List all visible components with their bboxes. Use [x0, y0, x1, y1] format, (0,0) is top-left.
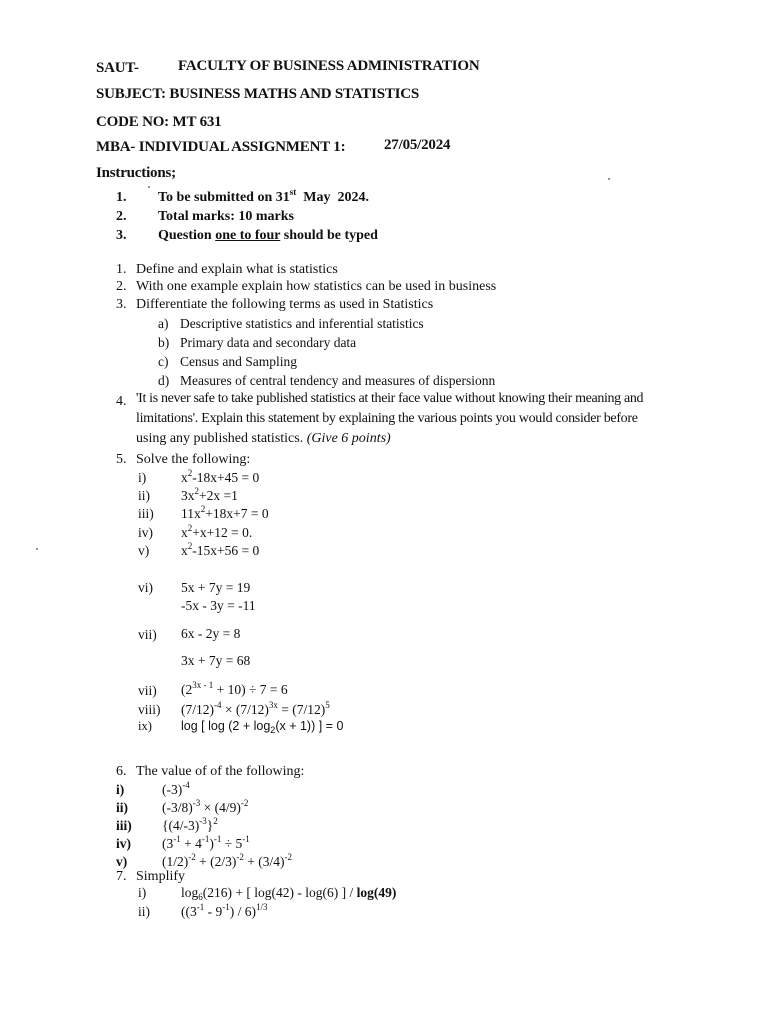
sub-question-label: a) [158, 316, 169, 331]
instruction-number: 3. [116, 228, 127, 243]
instruction-1: To be submitted on 31st May 2024. [158, 187, 369, 205]
expression-ii: $(-3/8)^{-3} \times (4/9)^{-2}$ [162, 798, 249, 815]
question-4-line-3: using any published statistics. (Give 6 points) [136, 431, 391, 446]
question-number: 4. [116, 394, 127, 409]
question-2: With one example explain how statistics can be used in business [136, 279, 497, 294]
instruction-number: 1. [116, 190, 127, 205]
expression-label: v) [116, 854, 128, 869]
scan-speck [148, 186, 150, 188]
equation-label: ii) [138, 488, 150, 503]
expression-i: $(-3)^{-4}$ [162, 780, 190, 797]
question-3: Differentiate the following terms as used in Statistics [136, 297, 434, 312]
equation-label: vii) [138, 683, 157, 698]
scan-speck [36, 548, 38, 550]
equation-label: ix) [138, 719, 152, 733]
equation-iv: $x^2+x+12 = 0$. [181, 523, 253, 540]
equation-ix: log [ $\log (2 + \log_2(x + 1))$ ] = 0 [181, 719, 344, 735]
question-number: 6. [116, 764, 127, 779]
faculty-title: FACULTY OF BUSINESS ADMINISTRATION [178, 58, 480, 74]
equation-i: $x^2-18x+45 = 0$ [181, 468, 260, 485]
equation-label: iii) [138, 506, 154, 521]
question-6: The value of of the following: [136, 764, 305, 779]
expression-label: i) [138, 885, 147, 900]
expression-iv: $(3^{-1} + 4^{-1})^{-1} \div 5^{-1}$ [162, 834, 250, 851]
sub-question-label: c) [158, 354, 169, 369]
instructions-title: Instructions; [96, 165, 176, 181]
question-4-line-1: 'It is never safe to take published statistics at their face value without knowing their meaning and [136, 391, 644, 406]
question-5: Solve the following: [136, 452, 251, 467]
expression-label: iii) [116, 818, 132, 833]
assignment-date: 27/05/2024 [384, 137, 451, 153]
expression-root: $((3^{-1} - 9^{-1}) / 6)^{1/3}$ [181, 902, 268, 919]
expression-label: ii) [116, 800, 128, 815]
equation-label: viii) [138, 702, 161, 717]
course-code: CODE NO: MT 631 [96, 114, 222, 130]
question-4-line-2: limitations'. Explain this statement by explaining the various points you would consider before [136, 411, 638, 426]
instruction-2: Total marks: 10 marks [158, 209, 294, 224]
scan-speck [608, 178, 610, 180]
assignment-title: MBA- INDIVIDUAL ASSIGNMENT 1: [96, 139, 346, 155]
expression-label: ii) [138, 904, 150, 919]
institution-label: SAUT- [96, 60, 139, 76]
expression-log: $\log_6(216)$ + [ log(42) - log(6) ] / log(49) [181, 885, 397, 902]
expression-label: iv) [116, 836, 131, 851]
instruction-3: Question one to four should be typed [158, 228, 378, 243]
question-number: 1. [116, 262, 127, 277]
sub-question-b: Primary data and secondary data [180, 335, 357, 350]
expression-v: $(1/2)^{-2} + (2/3)^{-2} + (3/4)^{-2}$ [162, 852, 292, 869]
equation-label: iv) [138, 525, 153, 540]
equation-v: $x^2-15x+56 = 0$ [181, 541, 260, 558]
question-number: 7. [116, 869, 127, 884]
expression-iii: $\{(4/-3)^{-3}\}^2$ [162, 816, 218, 833]
sub-question-c: Census and Sampling [180, 354, 297, 369]
equation-label: vi) [138, 580, 153, 595]
question-number: 5. [116, 452, 127, 467]
question-1: Define and explain what is statistics [136, 262, 338, 277]
sub-question-a: Descriptive statistics and inferential statistics [180, 316, 424, 331]
equation-viii: $(7/12)^{-4} \times (7/12)^{3x} = (7/12)^5$ [181, 700, 330, 717]
expression-label: i) [116, 782, 125, 797]
equation-vi-1: 5x + 7y = 19 [181, 580, 251, 595]
sub-question-label: b) [158, 335, 170, 350]
sub-question-d: Measures of central tendency and measures of dispersionn [180, 373, 496, 388]
equation-vii-2: 3x + 7y = 68 [181, 653, 251, 668]
equation-label: i) [138, 470, 147, 485]
equation-ii: $3x^2+2x =1$ [181, 486, 238, 503]
equation-label: vii) [138, 627, 157, 642]
equation-iii: $11x^2+18x+7 = 0$ [181, 504, 269, 521]
sub-question-label: d) [158, 373, 170, 388]
instruction-number: 2. [116, 209, 127, 224]
question-number: 2. [116, 279, 127, 294]
subject-line: SUBJECT: BUSINESS MATHS AND STATISTICS [96, 86, 420, 102]
question-7: Simplify [136, 869, 186, 884]
equation-label: v) [138, 543, 150, 558]
question-number: 3. [116, 297, 127, 312]
equation-vi-2: -5x - 3y = -11 [181, 598, 256, 613]
equation-exponential: $(2^{3x - 1} + 10) \div 7 = 6$ [181, 680, 288, 697]
equation-vii-1: 6x - 2y = 8 [181, 626, 241, 641]
